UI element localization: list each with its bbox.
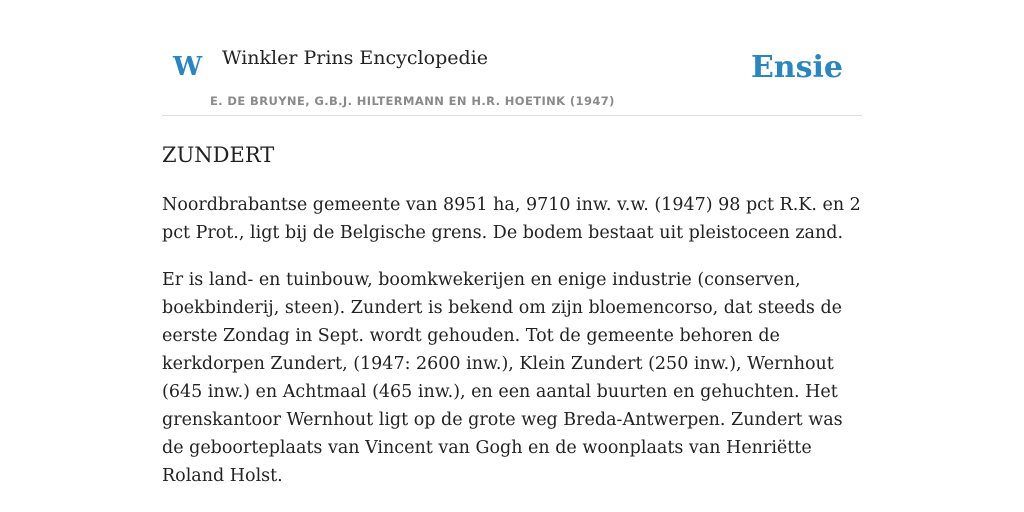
ensie-brand-link[interactable]: Ensie — [750, 50, 843, 85]
book-title[interactable]: Winkler Prins Encyclopedie — [222, 47, 488, 69]
article — [162, 142, 862, 509]
article-paragraph: Noordbrabantse gemeente van 8951 ha, 9710 inw. v.w. (1947) 98 pct R.K. en 2 pct Prot., ligt bij de Belgische grens. De bodem bestaat uit pleistoceen zand. — [162, 195, 861, 243]
page-header — [162, 40, 862, 116]
book-authors: E. DE BRUYNE, G.B.J. HILTERMANN EN H.R. HOETINK (1947) — [210, 94, 615, 108]
article-paragraph: Er is land- en tuinbouw, boomkwekerijen en enige industrie (conserven, boekbinderij, steen). Zundert is bekend om zijn bloemencorso, dat steeds de eerste Zondag in Sept. wordt gehouden. Tot de gemeente behoren de kerkdorpen Zundert, (1947: 2600 inw.), Klein Zundert (250 inw.), Wernhout (645 inw.) en Achtmaal (465 inw.), en een aantal buurten en gehuchten. Het grenskantoor Wernhout ligt op de grote weg Breda-Antwerpen. Zundert was de geboorteplaats van Vincent van Gogh en de woonplaats van Henriëtte Roland Holst. — [162, 270, 843, 486]
winkler-prins-logo[interactable]: W — [173, 52, 203, 82]
article-title: ZUNDERT — [162, 143, 275, 167]
